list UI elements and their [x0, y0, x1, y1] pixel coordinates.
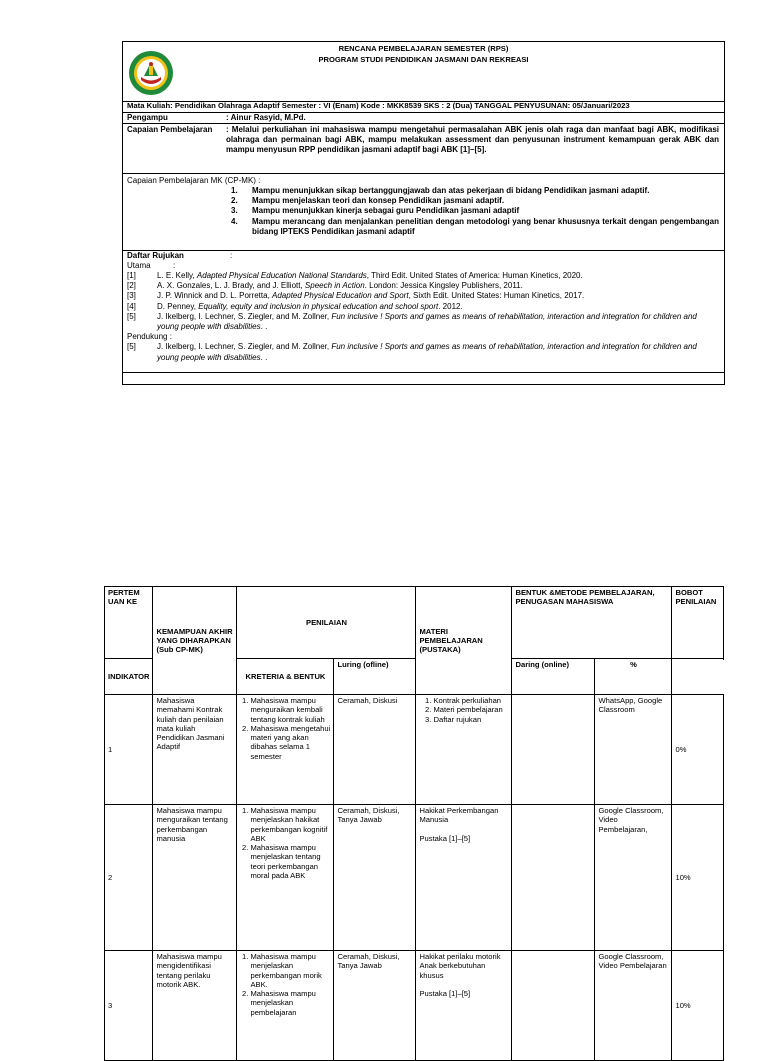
pertemuan-number: 3 [105, 951, 153, 1061]
cpmk-number: 1. [231, 186, 238, 195]
reference-title: Speech in Action [304, 281, 365, 291]
mata-kuliah-row [123, 101, 724, 113]
materi-list [419, 696, 508, 724]
cpmk-item [231, 186, 719, 196]
reference-authors: D. Penney, [157, 301, 199, 311]
reference-title: Equality, equity and inclusion in physical education and school sport [198, 301, 439, 311]
header-indikator: INDIKATOR [105, 659, 153, 695]
indikator-item: 2. Mahasiswa mampu menjelaskan pembelajaran [250, 989, 330, 1017]
pustaka-text: Pustaka [1]–[5] [419, 833, 471, 843]
reference-key: [4] [127, 301, 136, 311]
luring-cell [512, 951, 595, 1061]
cpmk-row [123, 174, 724, 251]
materi-text: Hakikat perilaku motorik Anak berkebutuhan khusus [419, 952, 501, 980]
materi-text: Hakikat Perkembangan Manusia [419, 806, 499, 825]
header-daring: Daring (online) [512, 659, 595, 695]
rujukan-colon: : [230, 251, 233, 260]
reference-publisher: . 2012. [438, 301, 463, 311]
utama-label: Utama [127, 261, 151, 270]
utama-colon: : [173, 261, 176, 270]
capaian-row [123, 124, 724, 174]
reference-publisher: . London: Jessica Kingsley Publishers, 2011. [364, 281, 523, 291]
cpmk-text: Mampu menunjukkan sikap bertanggungjawab dan atas pekerjaan di bidang Pendidikan jasmani adaptif. [252, 186, 650, 195]
reference-title: Adapted Physical Education National Standards [196, 271, 367, 280]
kriteria-cell: Ceramah, Diskusi, Tanya Jawab [334, 805, 416, 951]
reference-key: [3] [127, 291, 136, 301]
table-row [105, 951, 724, 1061]
daring-cell: Google Classroom, Video Pembelajaran [595, 951, 672, 1061]
rps-title-block [123, 42, 724, 102]
reference-authors: J. Ikelberg, I. Lechner, S. Ziegler, and M. Zollner, [157, 311, 332, 321]
capaian-label: Capaian Pembelajaran [127, 125, 213, 134]
reference-item [127, 342, 719, 362]
reference-publisher: . . [260, 322, 268, 332]
header-kriteria: KRETERIA & BENTUK [237, 659, 334, 695]
rps-header-box [122, 41, 725, 385]
materi-item: 1. Kontrak perkuliahan [433, 696, 508, 705]
cpmk-item [231, 196, 719, 206]
table-row [105, 805, 724, 951]
reference-publisher: , Third Edit. United States of America: Human Kinetics, 2020. [366, 271, 583, 280]
indikator-list [240, 806, 330, 880]
indikator-cell [237, 695, 334, 805]
kriteria-cell: Ceramah, Diskusi, Tanya Jawab [334, 951, 416, 1061]
header-pertemuan: PERTEM UAN KE [105, 587, 153, 659]
cpmk-text: Mampu menjelaskan teori dan konsep Pendidikan jasmani adaptif. [252, 196, 505, 206]
reference-publisher: , Sixth Edit. United States: Human Kinetics, 2017. [408, 291, 585, 301]
materi-spacer [419, 825, 508, 834]
reference-title: Fun inclusive ! Sports and games as means of rehabilitation, interaction and integration for children and young people with disabilities [157, 342, 697, 362]
materi-cell [416, 695, 512, 805]
indikator-item: 2. Mahasiswa mengetahui materi yang akan dibahas selama 1 semester [250, 724, 330, 761]
indikator-cell [237, 805, 334, 951]
header-bentuk-metode: BENTUK &METODE PEMBELAJARAN, PENUGASAN MAHASISWA [512, 587, 672, 659]
reference-publisher: . . [260, 352, 268, 362]
indikator-cell [237, 951, 334, 1061]
header-persen: % [595, 659, 672, 695]
reference-key: [5] [127, 342, 136, 352]
cpmk-number: 2. [231, 196, 238, 206]
indikator-list [240, 952, 330, 1017]
cpmk-text: Mampu merancang dan menjalankan penelitian dengan metodologi yang benar khususnya terkait dengan pengembangan bidang IPTEKS Pendidikan jasmani adaptif [252, 216, 719, 236]
kemampuan-cell: Mahasiswa memahami Kontrak kuliah dan penilaian mata kuliah Pendidikan Jasmani Adaptif [153, 695, 237, 805]
reference-key: [2] [127, 281, 136, 291]
materi-spacer [419, 980, 508, 989]
rujukan-label: Daftar Rujukan [127, 251, 184, 260]
cpmk-item [231, 206, 719, 216]
rps-table [104, 586, 724, 1061]
reference-item [127, 312, 719, 332]
materi-cell [416, 951, 512, 1061]
pustaka-text: Pustaka [1]–[5] [419, 988, 471, 998]
header-materi: MATERI PEMBELAJARAN (PUSTAKA) [416, 587, 512, 695]
luring-cell [512, 805, 595, 951]
reference-item [127, 291, 719, 301]
indikator-item: 2. Mahasiswa mampu menjelaskan tentang teori perkembangan moral pada ABK [250, 843, 330, 880]
reference-authors: J. Ikelberg, I. Lechner, S. Ziegler, and M. Zollner, [157, 342, 332, 352]
pengampu-value: : Ainur Rasyid, M.Pd. [226, 113, 306, 122]
indikator-list [240, 696, 330, 761]
pertemuan-number: 1 [105, 695, 153, 805]
kriteria-cell: Ceramah, Diskusi [334, 695, 416, 805]
indikator-item: 1. Mahasiswa mampu menguraikan kembali tentang kontrak kuliah [250, 696, 330, 724]
rps-title: RENCANA PEMBELAJARAN SEMESTER (RPS) [338, 44, 509, 53]
cpmk-number: 4. [231, 216, 238, 226]
bobot-cell: 0% [672, 695, 724, 805]
kemampuan-cell: Mahasiswa mampu mengidentifikasi tentang perilaku motorik ABK. [153, 951, 237, 1061]
kemampuan-cell: Mahasiswa mampu menguraikan tentang perkembangan manusia [153, 805, 237, 951]
reference-item [127, 271, 719, 281]
rujukan-row [123, 251, 724, 373]
indikator-item: 1. Mahasiswa mampu menjelaskan perkembangan morik ABK. [250, 952, 330, 989]
header-penilaian: PENILAIAN [237, 587, 416, 659]
daring-cell: WhatsApp, Google Classroom [595, 695, 672, 805]
rps-table-body [105, 695, 724, 1061]
utama-list [127, 271, 719, 332]
bobot-cell: 10% [672, 805, 724, 951]
bobot-cell: 10% [672, 951, 724, 1061]
pengampu-row [123, 113, 724, 124]
header-kemampuan: KEMAMPUAN AKHIR YANG DIHARAPKAN (Sub CP-MK) [153, 587, 237, 695]
cpmk-item [231, 217, 719, 237]
materi-cell [416, 805, 512, 951]
daring-cell: Google Classroom, Video Pembelajaran, [595, 805, 672, 951]
pengampu-label: Pengampu [127, 113, 168, 122]
materi-item: 3. Daftar rujukan [433, 715, 508, 724]
cpmk-list [231, 186, 719, 237]
cpmk-text: Mampu menunjukkan kinerja sebagai guru Pendidikan jasmani adaptif [252, 206, 520, 216]
header-luring: Luring (ofline) [334, 659, 416, 695]
pendukung-label: Pendukung : [127, 332, 172, 342]
capaian-text: : Melalui perkuliahan ini mahasiswa mampu mengetahui permasalahan ABK jenis olah raga dan manfaat bagi ABK, modifikasi olahraga dan permainan bagi ABK, mampu melakukan assessment dan penyusunan instrument kemampuan gerak ABK dan mampu menyusun RPP pendidikan jasmani adaptif bagi ABK [1]–[5]. [226, 125, 719, 155]
reference-authors: J. P. Winnick and D. L. Porretta, [157, 291, 273, 301]
reference-authors: A. X. Gonzales, L. J. Brady, and J. Elliott, [157, 281, 305, 291]
reference-item [127, 302, 719, 312]
program-studi-title: PROGRAM STUDI PENDIDIKAN JASMANI DAN REKREASI [318, 55, 529, 64]
pendukung-list [127, 342, 719, 362]
reference-key: [5] [127, 311, 136, 321]
indikator-item: 1. Mahasiswa mampu menjelaskan hakikat perkembangan kognitif ABK [250, 806, 330, 843]
rujukan-block [127, 251, 719, 363]
pertemuan-number: 2 [105, 805, 153, 951]
cpmk-label: Capaian Pembelajaran MK (CP-MK) : [127, 176, 261, 185]
table-row [105, 695, 724, 805]
header-bobot: BOBOT PENILAIAN [672, 587, 724, 659]
empty-row [123, 373, 724, 385]
materi-item: 2. Materi pembelajaran [433, 705, 508, 714]
reference-key: [1] [127, 271, 136, 280]
reference-title: Adapted Physical Education and Sport [272, 291, 409, 301]
reference-item [127, 281, 719, 291]
luring-cell [512, 695, 595, 805]
reference-title: Fun inclusive ! Sports and games as means of rehabilitation, interaction and integration for children and young people with disabilities [157, 311, 697, 332]
cpmk-number: 3. [231, 206, 238, 216]
mata-kuliah-text: Mata Kuliah: Pendidikan Olahraga Adaptif Semester : VI (Enam) Kode : MKK8539 SKS : 2 (Dua) TANGGAL PENYUSUNAN: 05/Januari/2023 [127, 101, 630, 110]
reference-authors: L. E. Kelly, [157, 271, 197, 280]
